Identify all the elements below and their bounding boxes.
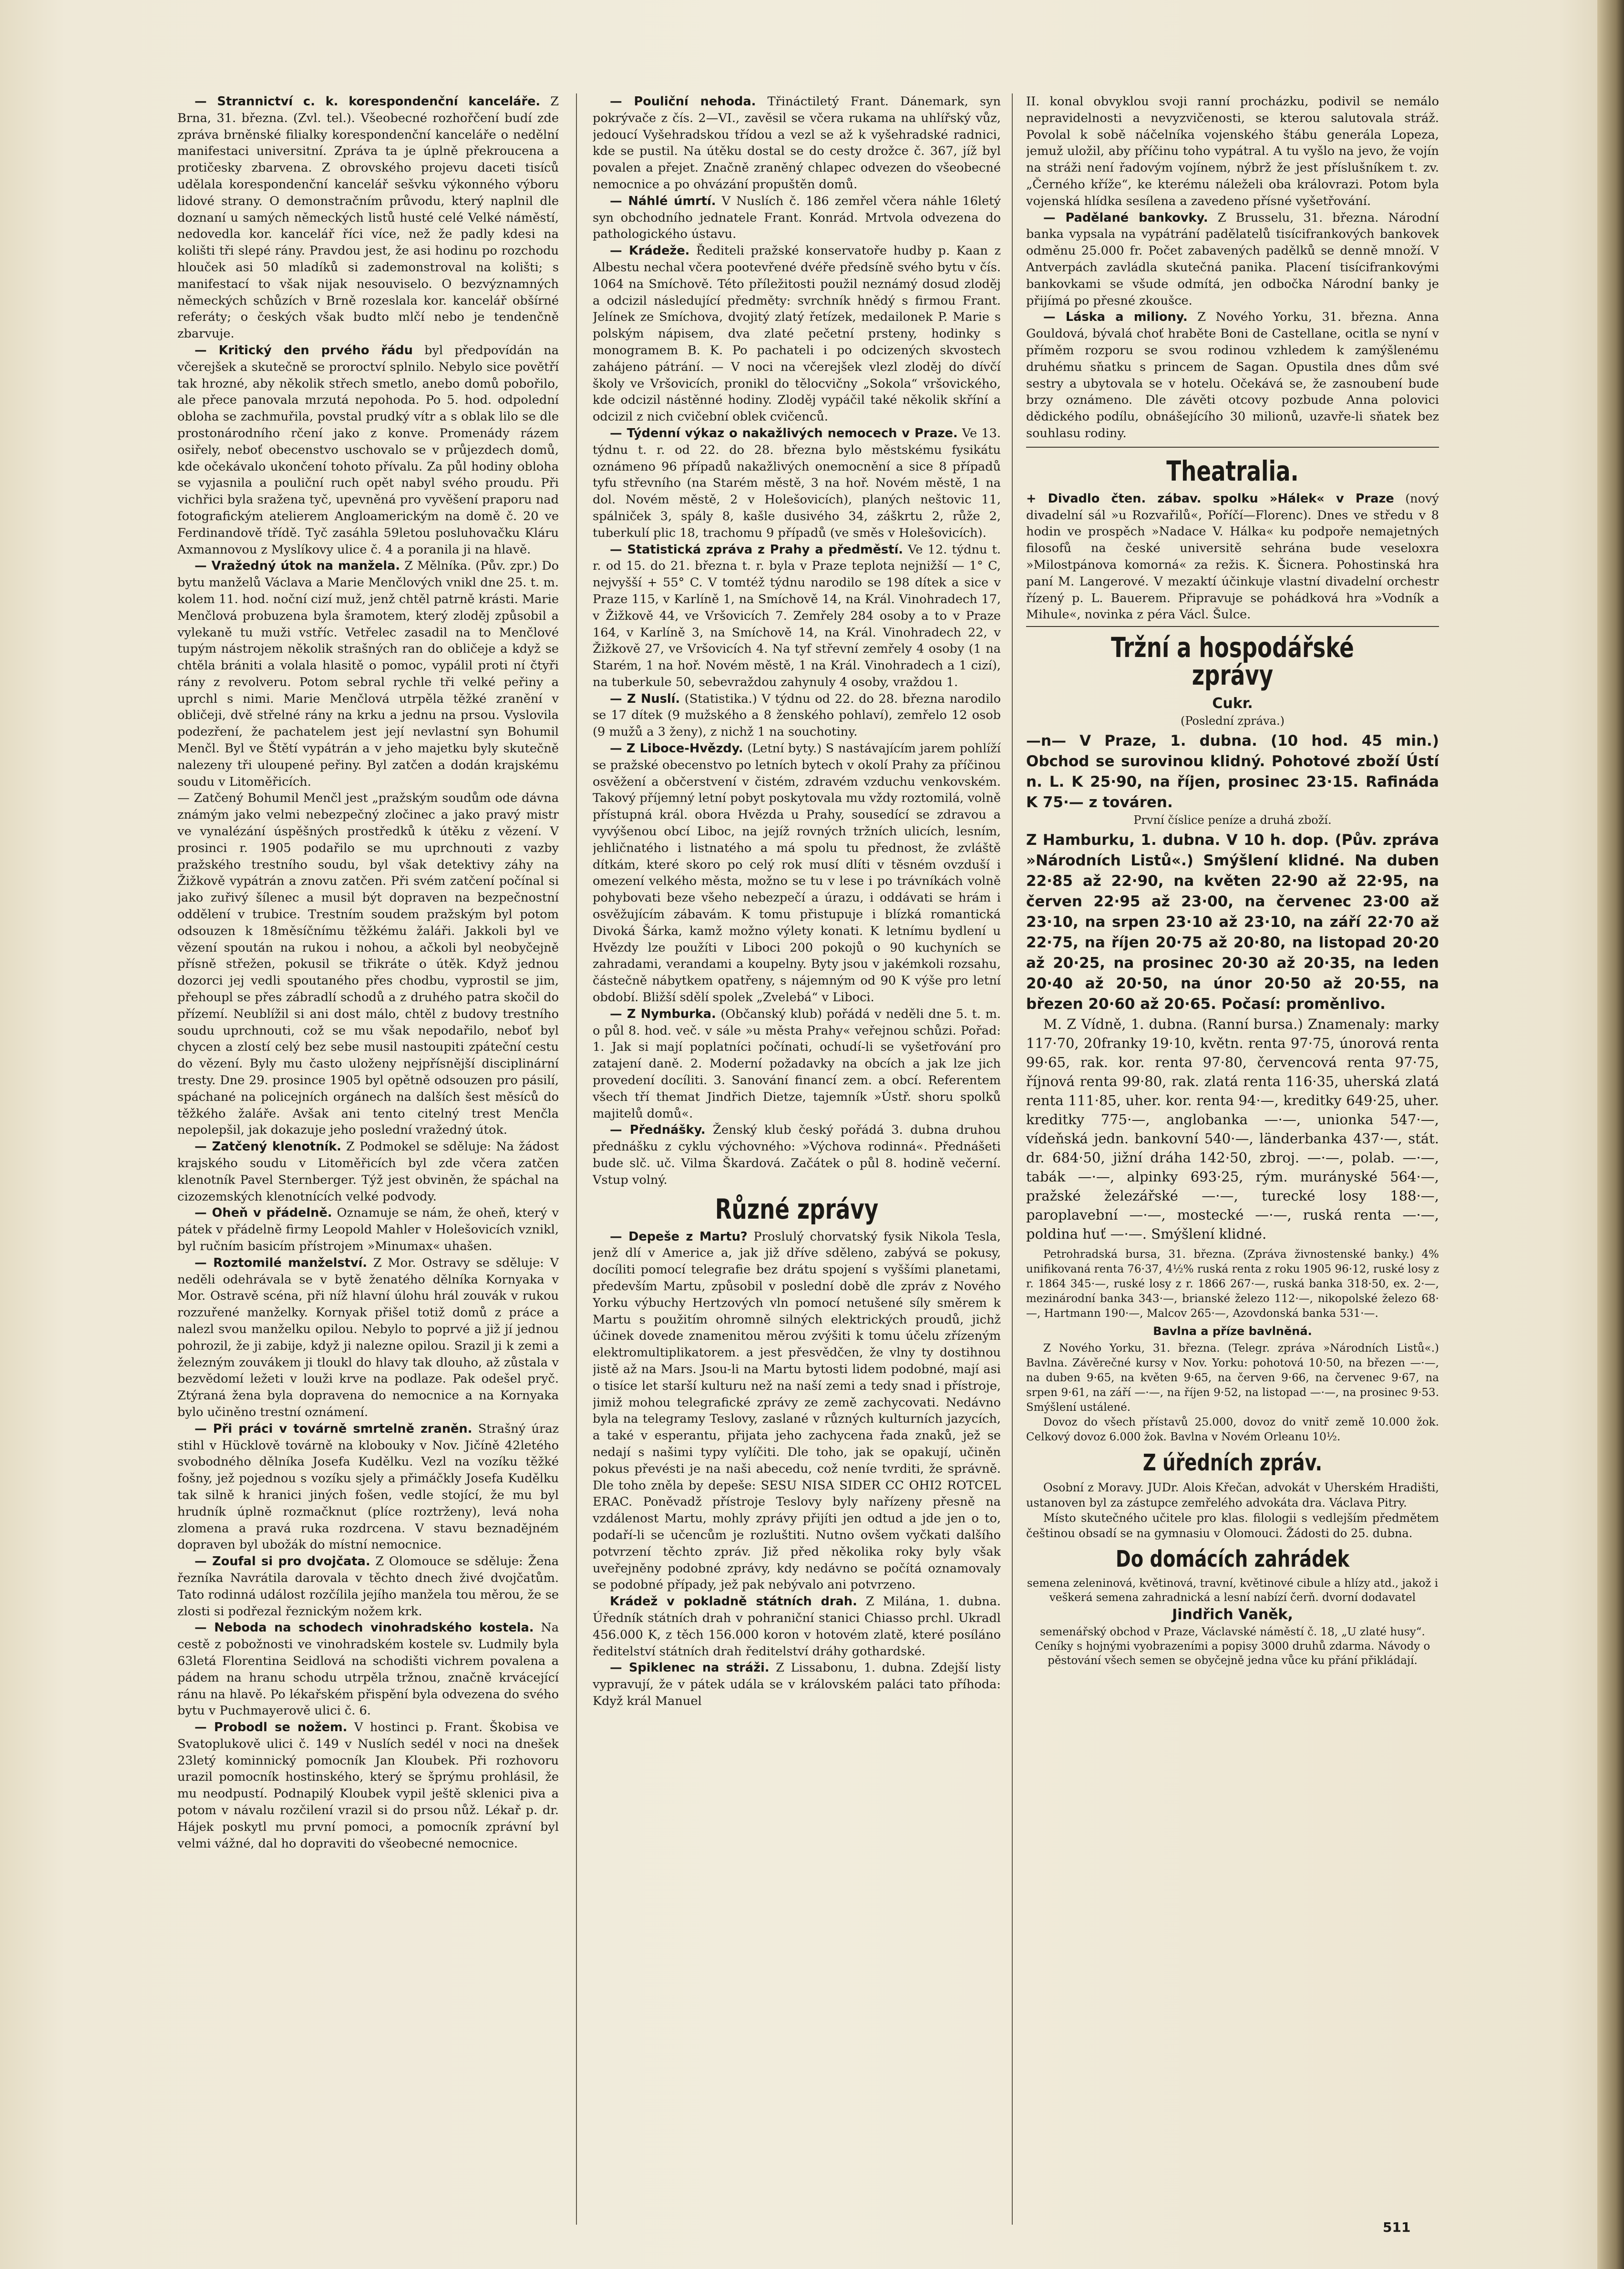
sugar-heading: Cukr. [1212,695,1253,712]
article-paragraph [593,1660,1001,1709]
article-paragraph [177,342,559,558]
article-lead: — Depeše z Martu? [610,1229,748,1244]
article-text: Z Lissabonu, 1. dubna. Zdejší listy vypravují, že v pátek udála se v královském paláci tato příhoda: Když král Manuel [593,1661,1001,1708]
article-text: Proslulý chorvatský fysik Nikola Tesla, jenž dlí v Americe a, jak již dříve sděleno, zabývá se pokusy, docíliti pomocí telegrafie bez drátu spojení s vyššími planetami, především Martu, způsobil v poslední době dle zpráv z Nového Yorku výbuchy Hertzových vln pomocí netušené síly směrem k Martu s použitím ohromně silných elektrických proudů, jichž účinek dovede znamenitou měrou zvýšiti k tomu účelu zřízeným elektromultiplikatorem. a jest přesvědčen, že vlny ty dostihnou jistě až na Mars. Jsou-li na Martu bytosti lidem podobné, mají asi o tisíce let starší kulturu než na naší zemi a tedy snad i přístroje, jimiž mohou telegrafické zprávy ze země zachycovati. Nedávno byla na telegramy Teslovy, zaslané v různých kulturních jazycích, a také v esperantu, přijata jeho zachycena řada znaků, jež se nedají s našimi typy vylíčiti. Dle toho, jak se opakují, učiněn pokus převésti je na naši abecedu, což neníe tvrditi, že správně. Dle toho zněla by depeše: SESU NISA SIDER CC OHI2 ROTCEL ERAC. Poněvadž přístroje Teslovy byly nařízeny přesně na vzdálenost Martu, mohly zprávy přijíti jen odtud a jde jen o to, podaří-li se učencům je rozluštiti. Nutno ovšem vyčkati dalšího potvrzení těchto zpráv. Již před několika roky byly však uveřejněny podobné zprávy, kdy nedávno se počítá oznamovaly se podobné případy, jež pak nebývalo ani potvrzeno. [593,1229,1001,1592]
article-paragraph [593,1006,1001,1122]
official-news-2: Místo skutečného učitele pro klas. filologii s vedlejším předmětem češtinou obsadí se na gymnasiu v Olomouci. Žádosti do 25. dubna. [1026,1511,1439,1540]
article-text: (Občanský klub) pořádá v neděli dne 5. t. m. o půl 8. hod. več. v sále »u města Prahy« veřejnou schůzi. Pořad: 1. Jak si mají poplatníci počínati, ochudí-li se vyšetřování pro zatajení daně. 2. Moderní požadavky na obcích a jak lze jich provedení docíliti. 3. Sanování financí zem. a obcí. Referentem všech tří themat Jindřich Dietze, tajemník »Ústř. shoru spolků majitelů domů«. [593,1006,1001,1121]
prague-sugar-report: —n— V Praze, 1. dubna. (10 hod. 45 min.) Obchod se surovinou klidný. Pohotové zboží Ústí n. L. K 25·90, na říjen, prosinec 23·15. Rafináda K 75·— z továren. [1026,732,1439,811]
article-text: Řediteli pražské konservatoře hudby p. Kaan z Albestu nechal včera pootevřené dvéře předsíně svého bytu v čís. 1064 na Smíchově. Této příležitosti použil neznámý dosud zloděj a odcizil následující předměty: svrchník hnědý s firmou Frant. Jelínek ze Smíchova, dvojitý zlatý řetízek, medailonek P. Marie s polským nápisem, dva zlaté pečetní prsteny, hodinky s monogramem B. K. Po pachateli i po odcizených skvostech zahájeno pátrání. — V noci na včerejšek vlezl zloděj do dívčí školy ve Vršovicích, pronikl do tělocvičny „Sokola“ vršovického, kde odcizil nástěnné hodiny. Zloděj vypáčil také několik skříní a odcizil z nich cvičební oblek cvičenců. [593,244,1001,424]
article-text: V Nuslích č. 186 zemřel včera náhle 16letý syn obchodního jednatele Frant. Konrád. Mrtvola odvezena do pathologického ústavu. [593,194,1001,242]
article-lead: — Přednášky. [610,1123,706,1138]
sugar-subheading: (Poslední zpráva.) [1181,714,1285,728]
article-lead: — Statistická zpráva z Prahy a předměstí. [610,542,904,557]
cotton-report: Z Nového Yorku, 31. března. (Telegr. zpráva »Národních Listů«.) Bavlna. Závěrečné kursy v Nov. Yorku: pohotová 10·50, na březen —·—, na duben 9·65, na květen 9·65, na červen 9·66, na červenec 9·67, na srpen 9·61, na září —·—, na říjen 9·52, na listopad —·—, na prosinec 9·53. Smýšlení ustálené. [1026,1342,1439,1414]
article-lead: — Z Nymburka. [610,1006,716,1021]
article-lead: — Roztomilé manželství. [195,1255,368,1270]
article-paragraph [593,93,1001,193]
article-text: Na cestě z pobožnosti ve vinohradském kostele sv. Ludmily byla 63letá Florentina Seidlová na schodišti vichrem povalena a pádem na hranu schodu utrpěla tržnou, značně krvácející ránu na hlavě. Po lékařském přispění byla odvezena do svého bytu v Puchmayerově ulici č. 6. [177,1621,559,1718]
article-paragraph [593,1229,1001,1594]
article-paragraph [177,93,559,342]
article-text: Ženský klub český pořádá 3. dubna druhou přednášku z cyklu výchovného: »Výchova rodinná«. Přednášeti bude slč. uč. Vilma Škardová. Začátek o půl 8. hodině večerní. Vstup volný. [593,1123,1001,1187]
article-text: Strašný úraz stihl v Hücklově továrně na klobouky v Nov. Jičíně 42letého svobodného dělníka Josefa Kudělku. Vezl na vozíku těžké fošny, jež pojednou s vozíku sjely a přimáčkly Josefa Kudělku tak silně k hranici jiných fošen, vedle stojící, že mu byl hrudník úplně rozmačknut (plíce roztrženy), levá noha zlomena a pravá ruka rozdrcena. V stavu beznadějném dopraven byl ubožák do místní nemocnice. [177,1421,559,1552]
theatre-notice [1026,491,1439,623]
article-paragraph [177,1719,559,1852]
article-lead: — Týdenní výkaz o nakažlivých nemocech v Praze. [610,426,958,441]
article-paragraph [177,1139,559,1205]
article-lead: — Vražedný útok na manžela. [195,559,401,574]
article-paragraph [177,1620,559,1719]
article-text: (Letní byty.) S nastávajícím jarem pohlíží se pražské obecenstvo po letních bytech v okolí Prahy za příčinou osvěžení a občerstvení v čistém, zdravém vzduchu venkovském. Takový příjemný letní pobyt poskytovala mu vždy roztomilá, volně přístupná král. obora Hvězda u Prahy, sousedící se zdravou a vyvýšenou obcí Liboc, na jejíž rovných tržních ulicích, lesním, jehličnatého i listnatého a má spolu tu přednost, že zvláště dítkám, které skoro po celý rok musí dlíti v těsném ovzduší i omezení velkého města, možno se tu v lese i po trávníkách volně pohybovati beze všeho nebezpečí a úrazu, i oddávati se hrám i osvěžujícím zábavám. K tomu přistupuje i blízká romantická Divoká Šárka, kamž možno výlety konati. K letnímu bydlení u Hvězdy lze použíti v Liboci 200 pokojů o 90 kuchyních se zahradami, verandami a koupelny. Byty jsou v jakémkoli rozsahu, částečně nábytkem opatřeny, s nájemným od 90 K výše pro letní období. Bližší sdělí spolek „Zvelebá“ v Liboci. [593,741,1001,1005]
column-2 [593,93,1001,2229]
cotton-import-report: Dovoz do všech přístavů 25.000, dovoz do vnitř země 10.000 žok. Celkový dovoz 6.000 žok. Bavlna v Novém Orleanu 10½. [1026,1416,1439,1444]
article-paragraph [177,1421,559,1553]
article-text: Ve 13. týdnu t. r. od 22. do 28. března bylo městskému fysikátu oznámeno 96 případů nakažlivých onemocnění a sice 8 případů tyfu střevního (na Starém městě, 3 na hoř. Novém městě, 1 na dol. Novém městě, 2 v Holešovicích), planých neštovic 11, spálniček 3, spály 8, kašle dusivého 34, záškrtu 2, růže 2, tuberkulí plic 18, trachomu 9 případů (ve směs v Holešovicích). [593,426,1001,540]
article-paragraph [1026,210,1439,309]
column-3 [1026,93,1439,2229]
article-lead: — Pouliční nehoda. [610,94,756,109]
article-text: — Zatčený Bohumil Menčl jest „pražským soudům ode dávna známým jako velmi nebezpečný zločinec a jako pravý mistr ve vynalézání úspěšných prostředků k útěku z vězení. V prosinci r. 1905 podařilo se mu uprchnouti z vazby pražského trestního soudu, byl však detektivy záhy na Žižkově vypátrán a znovu zatčen. Při svém zatčení počínal si jako zuřivý šílenec a musil být dopraven na bezpečnostní oddělení v trubice. Trestním soudem pražským byl potom odsouzen k 18měsíčnímu těžkému žaláři. Jakkoli byl ve vězení spoután na rukou i nohou, a ačkoli byl neobyčejně přísně střežen, pokusil se třikráte o útěk. Když jednou dozorci jej vedli spoutaného přes chodbu, vyprostil se jim, přehoupl se přes zábradlí schodů a z druhého patra skočil do přízemí. Neublížil si ani dost málo, chtěl z budovy trestního soudu uprchnouti, což se mu však nepodařilo, neboť byl chycen a zlostí celý bez sebe musil nastoupiti zpáteční cestu do vězení. Byly mu často uloženy nejpřísnější disciplinární tresty. Dne 29. prosince 1905 byl opětně odsouzen pro pásilí, spáchané na policejních orgánech na dalších šest měsíců do těžkého žaláře. Avšak ani tento citelný trest Menčla nepolepšil, jak dokazuje jeho poslední vražedný útok. [177,791,559,1138]
article-paragraph [1026,309,1439,441]
article-paragraph [593,425,1001,542]
article-text: Z Podmokel se sděluje: Na žádost krajského soudu v Litoměřicích byl zde včera zatčen klenotník Pavel Sternberger. Týž jest obviněn, že spáchal na cizozemských klenotnících velké podvody. [177,1140,559,1204]
article-lead: — Náhlé úmrtí. [610,194,716,208]
market-heading: Tržní a hospodářské zprávy [1111,631,1354,692]
petersburg-bourse-report: Petrohradská bursa, 31. března. (Zpráva živnostenské banky.) 4% unifikovaná renta 76·37, 4½% ruská renta z roku 1905 96·12, ruské losy z r. 1864 345·—, ruské losy z r. 1866 267·—, ruská banka 318·50, ex. 2·—, mezinárodní banka 343·—, brianské železo 112·—, nikopolské železo 68·—, Hartmann 190·—, Malcov 265·—, Azovdonská banka 531·—. [1026,1248,1439,1320]
article-lead: — Neboda na schodech vinohradského kostela. [195,1621,534,1635]
article-text: byl předpovídán na včerejšek a skutečně se proroctví splnilo. Nebylo sice povětří tak hrozné, aby několik střech smetlo, anebo domů pobořilo, ale přece panovala mrzutá nepohoda. Po 5. hod. odpolední obloha se zachmuřila, povstal prudký vítr a s oblak lilo se dle prostonárodního rčení jako z konve. Promenády rázem osiřely, neboť obecenstvo uschovalo se v průjezdech domů, kde očekávalo ukončení tohoto přívalu. Za půl hodiny obloha se vyjasnila a pouliční ruch opět nabyl svého proudu. Při vichřici byla sražena tyč, upevněná pro vyvěšení praporu nad fotografickým atelierem Angloamerickým na domě č. 20 ve Ferdinandově třídě. Tyč zasáhla 59letou posluhovačku Kláru Axmannovou z Myslíkovy ulice č. 4 a poranila ji na hlavě. [177,343,559,557]
article-lead: — Krádeže. [610,244,690,258]
article-text: Z Mělníka. (Pův. zpr.) Do bytu manželů Václava a Marie Menčlových vnikl dne 25. t. m. kolem 11. hod. noční cizí muž, jenž chtěl patrně krásti. Marie Menčlová probuzena byla šramotem, který zloděj způsobil a vylekaně tu muži vstříc. Vetřelec zasadil na to Menčlové tupým nástrojem několik strašných ran do obličeje a když se chtěla brániti a volala hlasitě o pomoc, vypálil proti ní čtyři rány z revolveru. Potom sebral rychle tři velké peřiny a uprchl s nimi. Marie Menčlová utrpěla těžké zranění v obličeji, dvě střelné rány na krku a jednu na prsou. Vyslovila podezření, že pachatelem jest její nevlastní syn Bohumil Menčl. Byl ve Štětí vypátrán a v jeho majetku byly skutečně nalezeny tři uloupené peřiny. Byl zatčen a dodán krajskému soudu v Litoměřicích. [177,559,559,789]
advert-heading: Do domácích zahrádek [1115,1546,1350,1573]
article-paragraph [593,691,1001,740]
article-lead: — Strannictví c. k. korespondenční kanceláře. [195,94,541,109]
hamburg-sugar-report: Z Hamburku, 1. dubna. V 10 h. dop. (Pův. zpráva »Národních Listů«.) Smýšlení klidné. Na duben 22·85 až 22·90, na květen 22·90 až 22·95, na červen 22·95 až 23·00, na červenec 23·00 až 23·10, na srpen 23·10 až 23·10, na září 22·70 až 22·75, na říjen 20·75 až 20·80, na listopad 20·20 až 20·25, na prosinec 20·30 až 20·35, na leden 20·40 až 20·50, na únor 20·50 až 20·55, na březen 20·60 až 20·65. Počasí: proměnlivo. [1026,832,1439,1013]
article-paragraph [177,1205,559,1254]
article-lead: — Láska a miliony. [1043,310,1188,325]
official-news-1: Osobní z Moravy. JUDr. Alois Křečan, advokát v Uherském Hradišti, ustanoven byl za zástupce zemřelého advokáta dra. Václava Pitry. [1026,1481,1439,1510]
article-text: Z Olomouce se sděluje: Žena řezníka Navrátila darovala v těchto dnech živé dvojčatům. Tato rodinná událost rozčílila jejího manžela tou měrou, že se zlosti si podřezal řeznickým nožem krk. [177,1554,559,1619]
article-text: Z Mor. Ostravy se sděluje: V neděli odehrávala se v bytě ženatého dělníka Kornyaka v Mor. Ostravě scéna, při níž hlavní úlohu hrál zouvák v rukou rozzuřené manželky. Kornyak přišel totiž domů z práce a nalezl svou manželku opilou. Nebylo to poprvé a již jí jednou pohrozil, že ji zabije, když ji nalezne opilou. Srazil ji k zemi a železným zouvákem ji tloukl do hlavy tak dlouho, až zůstala v bezvědomí ležeti v louži krve na podlaze. Pak odešel pryč. Ztýraná žena byla dopravena do nemocnice a na Kornyaka bylo učiněno trestní oznámení. [177,1255,559,1419]
advert-text-1: semena zeleninová, květinová, travní, květinové cibule a hlízy atd., jakož i veškerá semena zahradnická a lesní nabízí čerň. dvorní dodavatel [1027,1577,1439,1604]
theatre-heading: Theatralia. [1166,454,1299,487]
vienna-bourse-report: M. Z Vídně, 1. dubna. (Ranní bursa.) Znamenaly: marky 117·70, 20franky 19·10, květn. renta 97·75, únorová renta 99·65, rak. kor. renta 97·80, červencová renta 97·75, říjnová renta 99·80, rak. zlatá renta 116·35, uherská zlatá renta 111·85, uher. kor. renta 94·—, kreditky 649·25, uher. kreditky 775·—, anglobanka —·—, unionka 547·—, vídeňská jedn. bankovní 540·—, länderbanka 437·—, stát. dr. 684·50, jižní dráha 142·50, zbroj. —·—, polab. —·—, tabák —·—, alpinky 693·25, rým. murányské 564·—, pražské železářské —·—, turecké losy 188·—, paroplavební —·—, mostecké —·—, ruská renta —·—, poldina huť —·—. Smýšlení klidné. [1026,1016,1439,1242]
article-text: Oznamuje se nám, že oheň, který v pátek v přádelně firmy Leopold Mahler v Holešovicích vznikl, byl ručním basicím přístrojem »Minumax« uhašen. [177,1206,559,1253]
article-paragraph [593,1593,1001,1660]
article-lead: — Padělané bankovky. [1043,210,1208,225]
article-paragraph [593,193,1001,243]
article-paragraph [1026,93,1439,210]
article-lead: Krádež v pokladně státních drah. [610,1594,857,1609]
theatre-lead: + Divadlo čten. zábav. spolku »Hálek« v Praze [1026,491,1394,506]
article-lead: — Probodl se nožem. [195,1720,348,1735]
article-text: Z Brna, 31. března. (Zvl. tel.). Všeobecné rozhořčení budí zde zpráva brněnské filialky korespondenční kanceláře o nedělní manifestaci universitní. Zpráva ta je úplně překroucena a protičesky zbarvena. Z obrovského projevu daceti tisíců udělala korespondenční kancelář sešvku výkonného výboru lidové strany. O demonstračním průvodu, který naplnil dle doznaní u samých německých listů husté celé Velké náměstí, nedovedla kor. kancelář říci více, než že padly kdesi na kolišti tři slepé rány. Pravdou jest, že asi hodinu po rozchodu hlouček asi 50 mladíků si zademonstroval na kolišti; s manifestací to však nijak nesouviselo. O bezvýznamných německých schůzích v Brně rozeslala kor. kancelář obšírné referáty; o českých však budto mlčí nebo je tendenčně zbarvuje. [177,94,559,341]
article-paragraph [177,558,559,790]
column-rule-1 [576,93,577,2225]
article-lead: — Z Liboce-Hvězdy. [610,741,743,756]
article-paragraph [593,1122,1001,1188]
theatre-section [1026,447,1439,627]
article-text: Z Brusselu, 31. března. Národní banka vypsala na vypátrání padělatelů tisícifrankových bankovek odměnu 25.000 fr. Počet zabavených padělků se denně množí. V Antverpách zavládla skutečná panika. Placení tisícifrankovými bankovkami se všude odmítá, jen odbočka Národní banky je přijímá po přesné zkoušce. [1026,210,1439,308]
article-lead: — Zoufal si pro dvojčata. [195,1554,370,1569]
cotton-heading: Bavlna a příze bavlněná. [1153,1324,1312,1338]
page-binding-edge [1597,0,1624,2269]
article-text: Z Milána, 1. dubna. Úředník státních drah v pohraniční stanici Chiasso prchl. Ukradl 456.000 K, z těch 156.000 koron v hotovém zlatě, které posíláno ředitelství státních drah ředitelství dráhy gothardské. [593,1594,1001,1659]
article-lead: — Kritický den prvého řádu [195,343,413,358]
article-lead: — Oheň v přádelně. [195,1206,332,1221]
article-paragraph [177,790,559,1139]
theatre-text: (nový divadelní sál »u Rozvařilů«, Poříčí—Florenc). Dnes ve středu v 8 hodin ve prospěch »Nadace V. Hálka« ku podpoře nemajetných filosofů na české universitě sehrána bude veseloхra »Milostpánova komorná« za režis. K. Šicnera. Pohostinská hra paní M. Langerové. V mezaktí účinkuje vlastní divadelní orchestr řízený p. L. Bauerem. Připravuje se pohádková hra »Vodník a Mihule«, novinka z péra Václ. Šulce. [1026,491,1439,622]
advert-merchant-name: Jindřich Vaněk, [1172,1606,1293,1623]
column-3-news [1026,93,1439,442]
article-lead: — Z Nuslí. [610,691,680,706]
article-text: II. konal obvyklou svoji ranní procházku, podivil se nemálo nepravidelnosti a nevyzvičenosti, se kterou salutovala stráž. Povolal k sobě náčelníka vojenského štábu generála Lopeza, jemuž uložil, aby příčinu toho vypátral. A tu vyšlo na jevo, že vojín na stráži není řadovým vojínem, nýbrž že jest příslušníkem t. zv. „Černého kříže“, ke kterému náleželi oba královrazi. Potom byla vojenská hlídka sesílena a zavedeno přísné vyšetřování. [1026,94,1439,208]
article-text: Ve 12. týdnu t. r. od 15. do 21. března t. r. byla v Praze teplota nejnižší — 1° C, nejvyšší + 55° C. V tomtéž týdnu narodilo se 198 dítek a sice v Praze 115, v Karlíně 1, na Smíchově 14, na Král. Vinohradech 17, v Žižkově 44, ve Vršovicích 7. Zemřely 284 osoby a to v Praze 164, v Karlíně 3, na Smíchově 14, na Král. Vinohradech 22, v Žižkově 27, ve Vršovicích 4. Na tyf střevní zemřely 4 osoby (1 na Starém, 1 na hoř. Novém městě, 1 na Král. Vinohradech a 1 cizí), na tuberkule 50, sebevraždou zahynuly 4 osoby, vraždou 1. [593,542,1001,689]
article-text: Třináctiletý Frant. Dánemark, syn pokrývače z čís. 2—VI., zavěsil se včera rukama na uhlířský vůz, jedoucí Vyšehradskou třídou a vezl se až k vyšehradské radnici, kde se pustil. Na útěku dostal se do cesty drožce č. 367, jíž byl povalen a přejet. Značně zraněný chlapec odvezen do všeobecné nemocnice a po ohvázání propuštěn domů. [593,94,1001,192]
misc-news-heading: Různé zprávy [715,1192,879,1225]
article-text: (Statistika.) V týdnu od 22. do 28. března narodilo se 17 dítek (9 mužského a 8 ženského pohlaví), zemřelo 12 osob (9 mužů a 3 ženy), z nichž 1 na souchotiny. [593,691,1001,739]
article-paragraph [177,1553,559,1620]
article-paragraph [593,243,1001,425]
article-paragraph [177,1255,559,1421]
page-number: 511 [1383,2219,1411,2235]
price-note: První číslice peníze a druhá zboží. [1133,813,1332,827]
advert-text-2: semenářský obchod v Praze, Václavské náměstí č. 18, „U zlaté husy“. Ceníky s hojnými vyobrazeními a popisy 3000 druhů zdarma. Návody o pěstování všech semen se obyčejně jedna vůce ku přání přikládají. [1035,1626,1430,1667]
article-paragraph [593,542,1001,691]
article-lead: — Při práci v továrně smrtelně zraněn. [195,1421,473,1436]
article-lead: — Zatčený klenotník. [195,1140,341,1154]
article-text: Z Nového Yorku, 31. března. Anna Gouldová, bývalá choť hraběte Boni de Castellane, ocitla se nyní v příměm rozporu se svou rodinou vzhledem k zamýšlenému druhému sňatku s princem de Sagan. Opustila dnes dům své sestry a ubytovala se v hotelu. Očekává se, že zasnoubení bude brzy oznámeno. Dle závěti otcovy pozbude Anna polovici dědického podílu, obnášejícího 30 milionů, uzavře-li sňatek bez souhlasu rodiny. [1026,310,1439,441]
article-paragraph [593,740,1001,1006]
column-rule-2 [1012,93,1013,2225]
article-lead: — Spiklenec na stráži. [610,1661,770,1675]
article-text: V hostinci p. Frant. Škobisa ve Svatoplukově ulici č. 149 v Nuslích sedél v noci na dnešek 23letý kominnický pomocník Jan Kloubek. Při rozhovoru urazil pomocník hostinského, který se šprýmu prohlásil, že mu neodpustí. Podnapilý Kloubek vypil ještě sklenici piva a potom v návalu rozčilení vrazil si do prsou nůž. Lékař p. dr. Hájek poskytl mu první pomoci, a pomocník zprávní byl velmi vážné, dal ho dopraviti do všeobecné nemocnice. [177,1720,559,1851]
official-news-heading: Z úředních zpráv. [1142,1449,1323,1477]
column-1 [177,93,559,2229]
